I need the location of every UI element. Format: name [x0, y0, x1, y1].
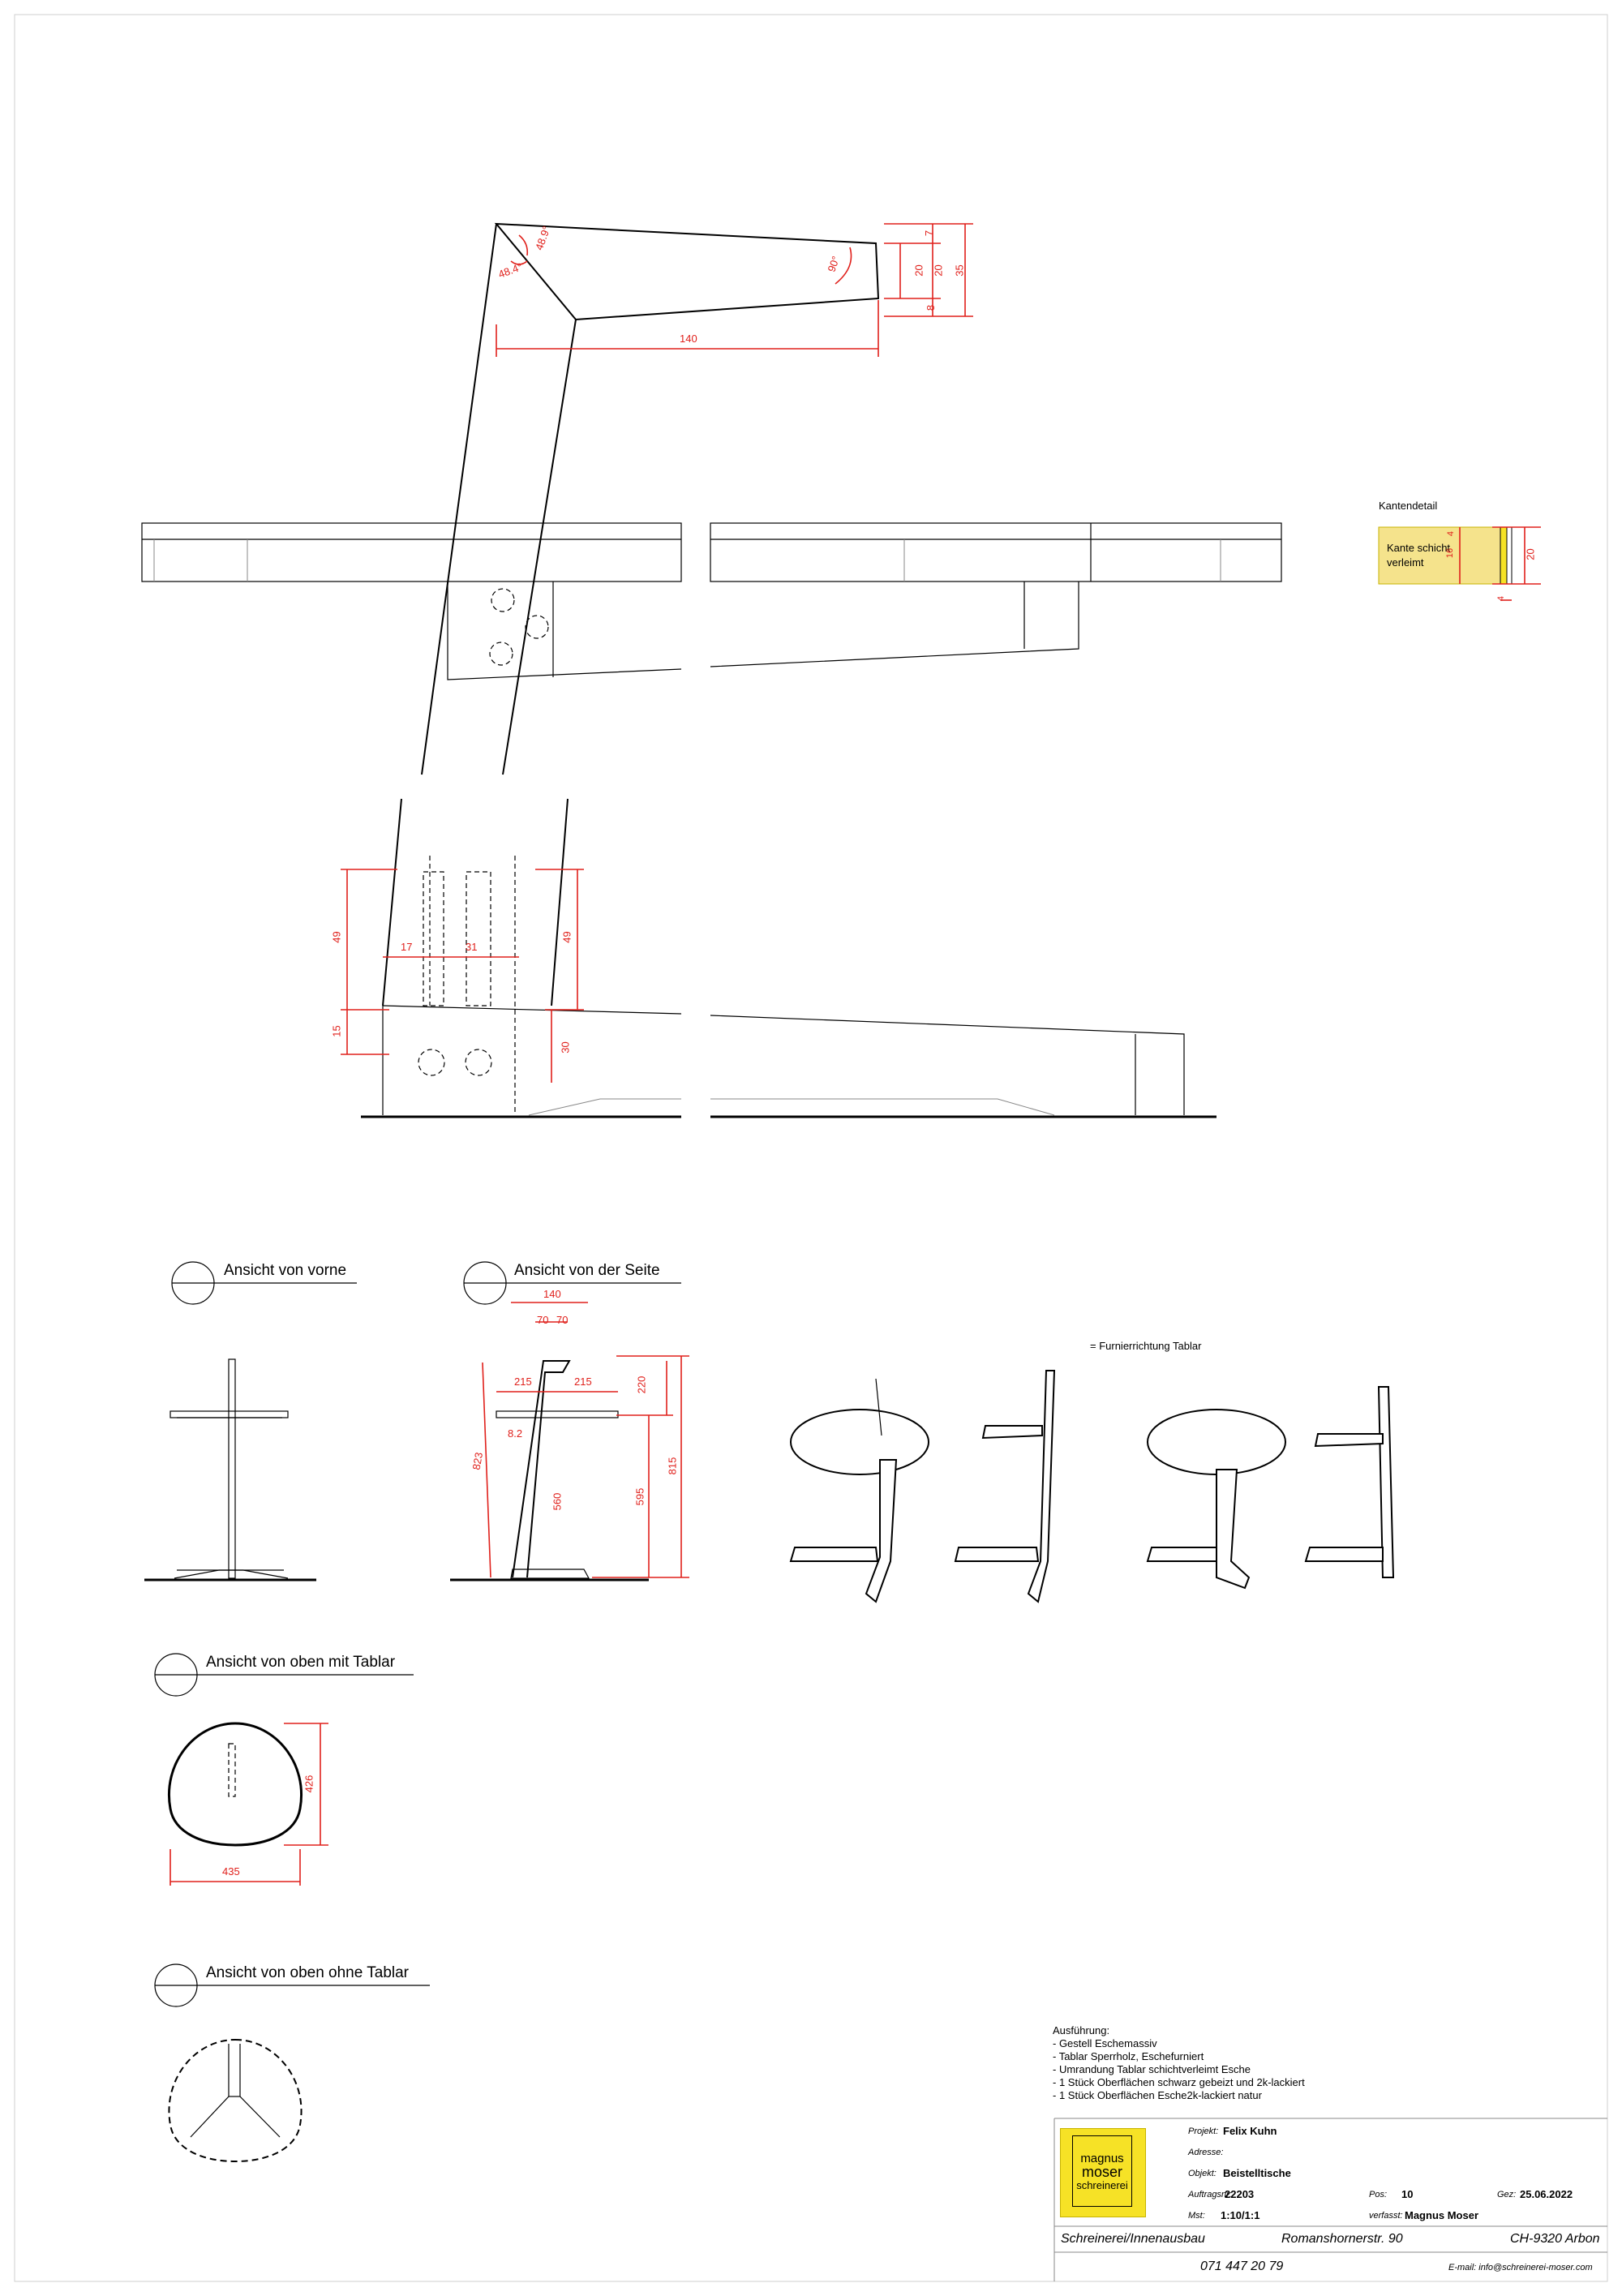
dim-label: 4	[1496, 595, 1507, 602]
dim-label: 70	[537, 1314, 549, 1326]
dim-label: 560	[551, 1492, 564, 1511]
sheet-frame	[15, 15, 1607, 2281]
dim-label: 16	[1445, 547, 1456, 559]
dim-label: 8	[925, 304, 938, 311]
dim-label: 4	[1446, 530, 1457, 537]
pos-label: Pos:	[1369, 2190, 1388, 2199]
ausfuehrung-item: - Tablar Sperrholz, Eschefurniert	[1053, 2050, 1204, 2062]
dim-label: 20	[912, 264, 925, 277]
kantendetail-label-1: Kante schicht	[1387, 542, 1451, 554]
dim-label: 815	[666, 1457, 679, 1475]
top-view-without-tablar-drawing	[169, 2040, 301, 2161]
dim-label: 140	[680, 333, 697, 345]
dim-label: 7	[923, 230, 936, 237]
footer-street: Romanshornerstr. 90	[1281, 2232, 1403, 2246]
ausfuehrung-item: - Gestell Eschemassiv	[1053, 2037, 1157, 2049]
dim-label: 20	[932, 264, 945, 277]
render-1	[791, 1379, 929, 1602]
auftrag-label: Auftragsnr:	[1188, 2190, 1232, 2199]
render-2	[955, 1371, 1054, 1602]
dim-label: 15	[330, 1025, 343, 1037]
company-logo: magnus moser schreinerei	[1060, 2128, 1146, 2217]
kantendetail-title: Kantendetail	[1379, 500, 1438, 512]
front-view-title: Ansicht von vorne	[224, 1262, 347, 1279]
detail-top-joint	[422, 224, 973, 775]
gez-value: 25.06.2022	[1520, 2188, 1573, 2200]
dim-label: 595	[633, 1487, 646, 1506]
side-view-title: Ansicht von der Seite	[514, 1262, 660, 1279]
footer-city: CH-9320 Arbon	[1510, 2232, 1600, 2246]
render-3	[1148, 1410, 1285, 1588]
dim-label: 215	[514, 1375, 532, 1388]
dim-label: 35	[953, 264, 966, 277]
dim-label: 823	[470, 1451, 486, 1471]
auftrag-value: 22203	[1225, 2188, 1255, 2200]
projekt-value: Felix Kuhn	[1223, 2125, 1277, 2137]
angle-label: 48.9°	[532, 224, 553, 252]
render-4	[1306, 1387, 1393, 1577]
dim-label: 8.2	[508, 1427, 523, 1440]
pos-value: 10	[1401, 2188, 1414, 2200]
verfasst-value: Magnus Moser	[1405, 2209, 1479, 2221]
top-view-with-tablar-drawing	[169, 1723, 328, 1886]
angle-label: 90°	[825, 254, 843, 274]
view-symbols	[155, 1262, 681, 2006]
projekt-label: Projekt:	[1188, 2126, 1219, 2136]
mst-value: 1:10/1:1	[1221, 2209, 1260, 2221]
detail-leg-joint	[341, 799, 1216, 1117]
footer-phone: 071 447 20 79	[1200, 2260, 1284, 2273]
adresse-label: Adresse:	[1188, 2148, 1224, 2157]
top-with-tablar-title: Ansicht von oben mit Tablar	[206, 1654, 396, 1671]
dim-label: 31	[466, 941, 478, 953]
front-view-drawing	[144, 1359, 316, 1580]
dim-label: 215	[574, 1375, 592, 1388]
dim-label: 20	[1524, 548, 1537, 560]
kantendetail-label-2: verleimt	[1387, 556, 1424, 569]
angle-label: 48.4°	[496, 260, 525, 281]
gez-label: Gez:	[1497, 2190, 1517, 2199]
dim-label: 30	[559, 1041, 572, 1054]
footer-company: Schreinerei/Innenausbau	[1061, 2232, 1205, 2246]
mst-label: Mst:	[1188, 2211, 1205, 2221]
dim-label: 49	[330, 931, 343, 943]
side-view-drawing	[450, 1302, 689, 1580]
ausfuehrung-item: - 1 Stück Oberflächen Esche2k-lackiert natur	[1053, 2089, 1262, 2101]
dim-label: 426	[303, 1775, 315, 1793]
dim-label: 140	[543, 1288, 561, 1300]
top-without-tablar-title: Ansicht von oben ohne Tablar	[206, 1964, 409, 1981]
footer-email: E-mail: info@schreinerei-moser.com	[1448, 2263, 1593, 2272]
detail-frame-section	[142, 523, 1281, 680]
verfasst-label: verfasst:	[1369, 2211, 1403, 2221]
ausfuehrung-item: - 1 Stück Oberflächen schwarz gebeizt und 2k-lackiert	[1053, 2076, 1305, 2088]
dim-label: 70	[556, 1314, 569, 1326]
dim-label: 49	[560, 931, 573, 943]
grain-note: = Furnierrichtung Tablar	[1090, 1340, 1202, 1352]
ausfuehrung-item: - Umrandung Tablar schichtverleimt Esche	[1053, 2063, 1251, 2075]
objekt-value: Beistelltische	[1223, 2167, 1291, 2179]
dim-label: 435	[222, 1865, 240, 1878]
dim-label: 17	[401, 941, 413, 953]
ausfuehrung-heading: Ausführung:	[1053, 2024, 1110, 2036]
objekt-label: Objekt:	[1188, 2169, 1216, 2178]
dim-label: 220	[635, 1375, 648, 1394]
